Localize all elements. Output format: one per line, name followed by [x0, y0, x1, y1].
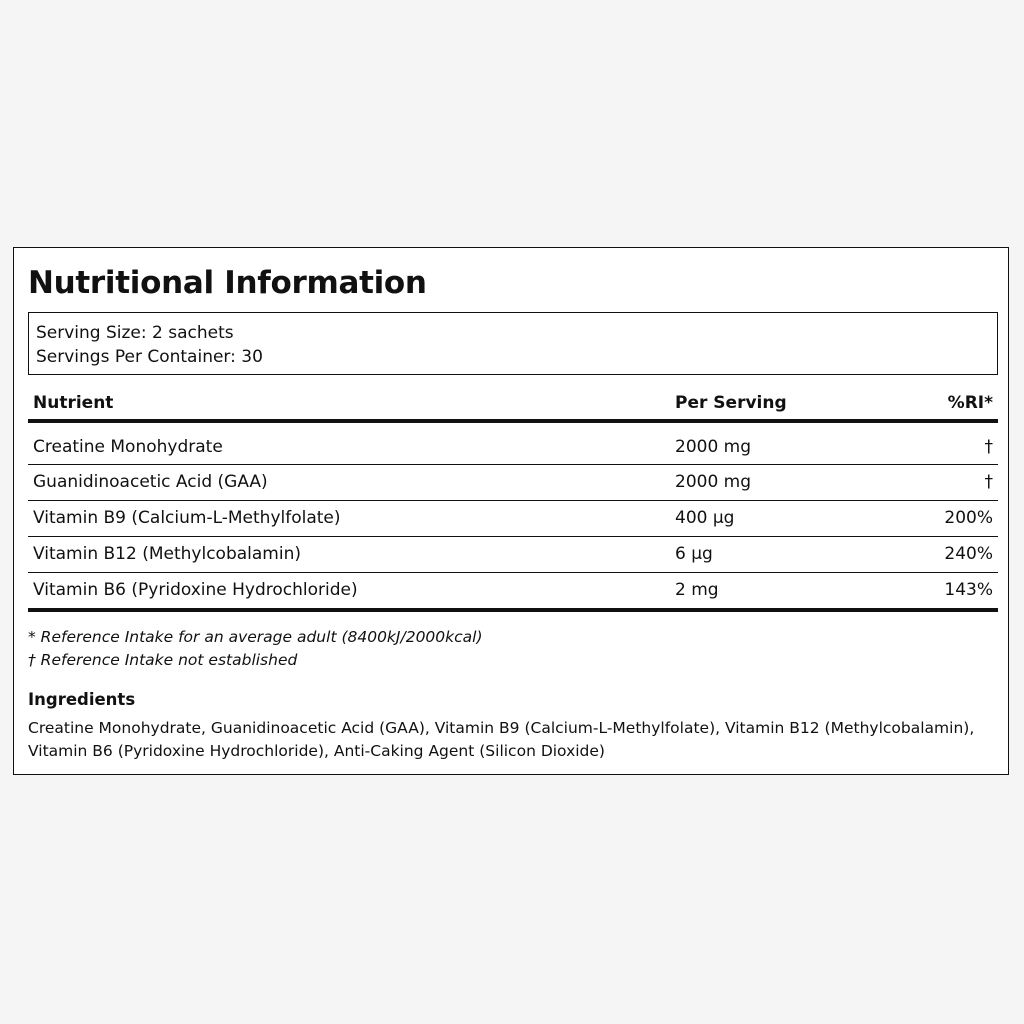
nutrient-name: Creatine Monohydrate — [33, 437, 223, 457]
nutrient-name: Vitamin B9 (Calcium-L-Methylfolate) — [33, 508, 341, 528]
serving-size: Serving Size: 2 sachets — [36, 323, 234, 343]
serving-info-box — [28, 312, 998, 375]
ingredients-text: Creatine Monohydrate, Guanidinoacetic Acid (GAA), Vitamin B9 (Calcium-L-Methylfolate), Vitamin B12 (Methylcobalamin), Vitamin B6 (Pyridoxine Hydrochloride), Anti-Caking Agent (Silicon Dioxide) — [28, 719, 975, 760]
nutrient-name: Guanidinoacetic Acid (GAA) — [33, 472, 268, 492]
nutrient-per-serving: 6 µg — [675, 544, 713, 564]
header-per-serving: Per Serving — [675, 393, 787, 413]
nutrient-per-serving: 400 µg — [675, 508, 735, 528]
nutrient-table — [28, 379, 998, 612]
footnote-reference-intake: * Reference Intake for an average adult (8400kJ/2000kcal) — [28, 628, 483, 646]
footnotes — [28, 626, 483, 672]
nutrient-ri: † — [984, 437, 993, 457]
footnote-not-established: † Reference Intake not established — [28, 651, 298, 669]
table-row — [28, 573, 998, 612]
nutrient-ri: 143% — [944, 580, 993, 600]
table-row — [28, 537, 998, 573]
header-ri: %RI* — [947, 393, 993, 413]
nutrient-ri: † — [984, 472, 993, 492]
nutrient-name: Vitamin B6 (Pyridoxine Hydrochloride) — [33, 580, 358, 600]
nutrient-per-serving: 2000 mg — [675, 437, 752, 457]
nutrient-ri: 200% — [944, 508, 993, 528]
table-row — [28, 465, 998, 501]
panel-title: Nutritional Information — [28, 265, 427, 301]
table-row — [28, 501, 998, 537]
nutrient-ri: 240% — [944, 544, 993, 564]
ingredients-heading: Ingredients — [28, 690, 136, 709]
table-row — [28, 423, 998, 465]
servings-per-container: Servings Per Container: 30 — [36, 347, 263, 367]
nutrition-panel — [13, 247, 1009, 775]
table-header-row — [28, 379, 998, 423]
nutrient-per-serving: 2000 mg — [675, 472, 752, 492]
header-nutrient: Nutrient — [33, 393, 114, 413]
nutrient-per-serving: 2 mg — [675, 580, 719, 600]
nutrient-name: Vitamin B12 (Methylcobalamin) — [33, 544, 301, 564]
